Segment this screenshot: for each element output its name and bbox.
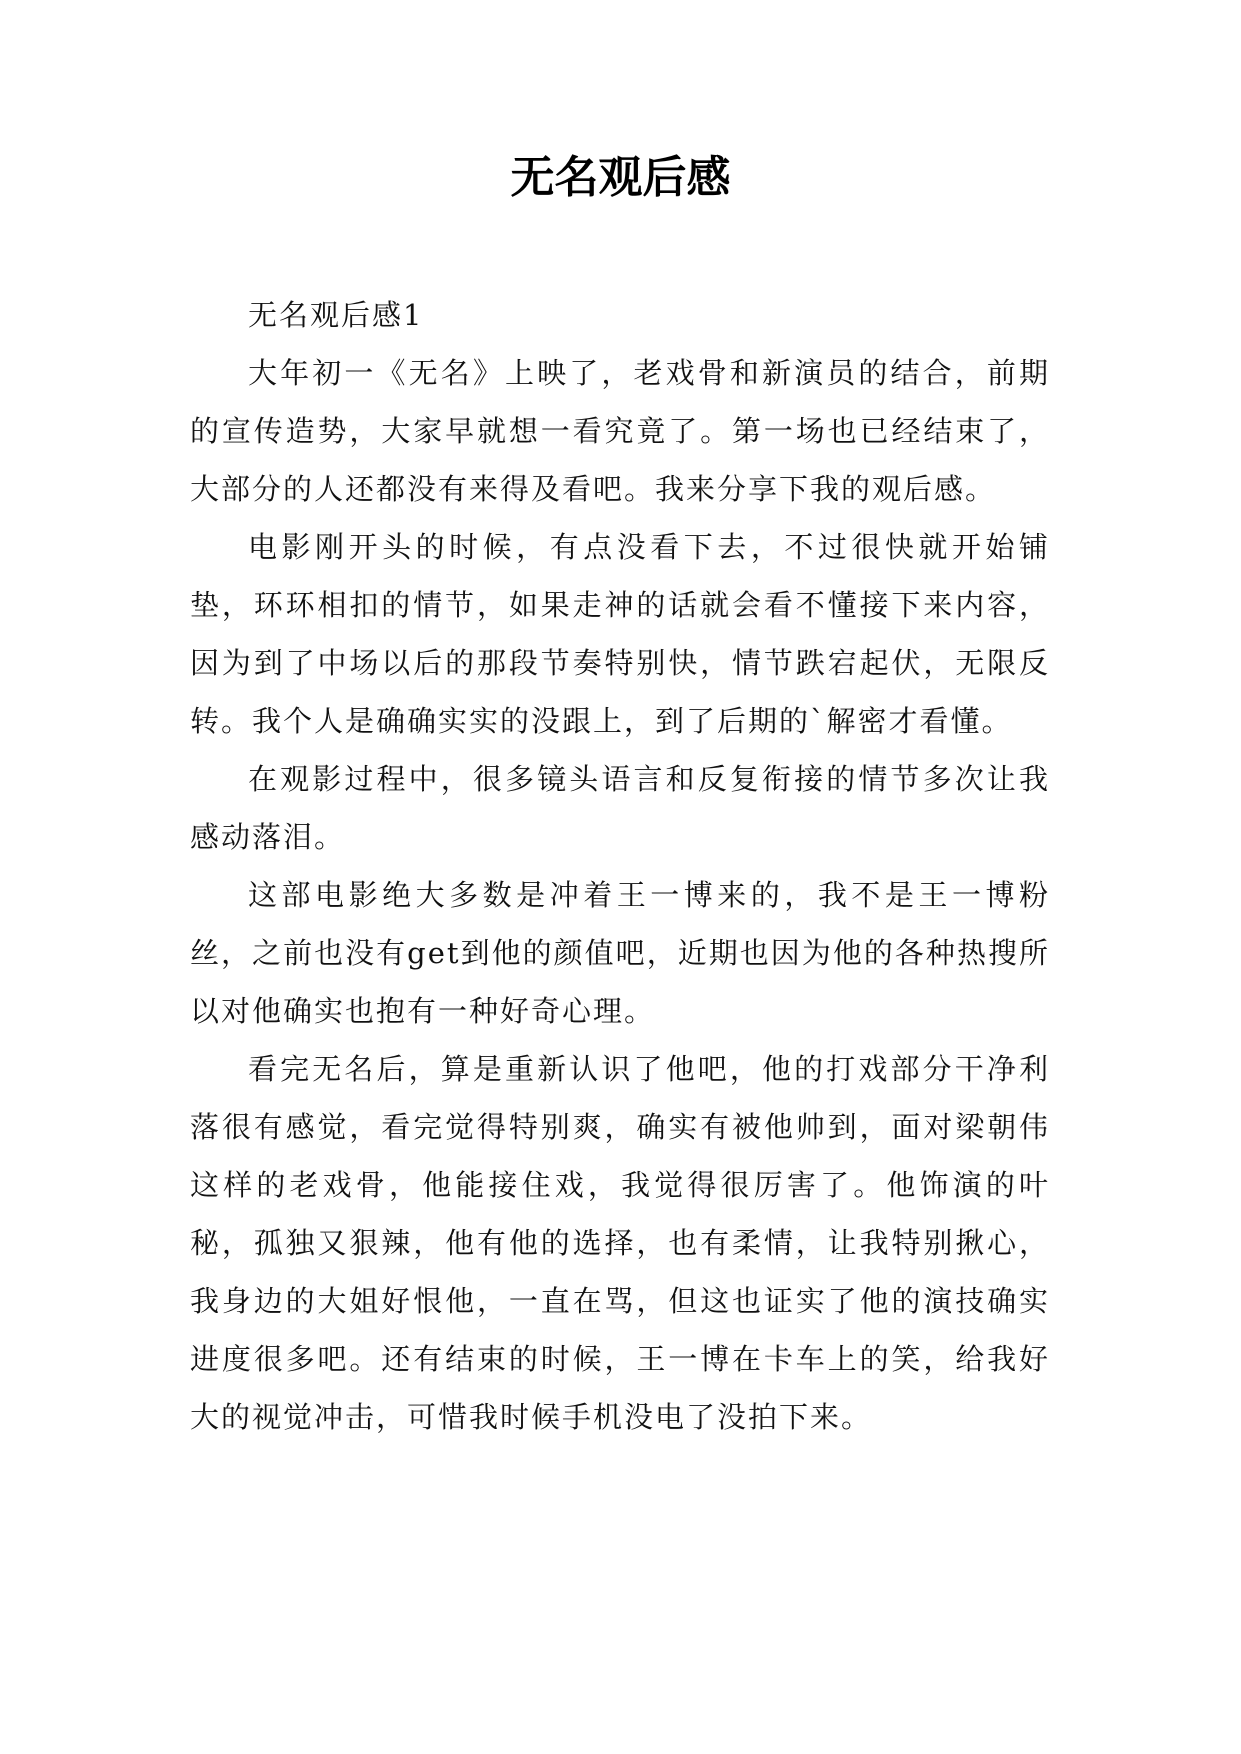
document-title: 无名观后感 bbox=[510, 152, 731, 203]
paragraph-4: 这部电影绝大多数是冲着王一博来的，我不是王一博粉丝，之前也没有get到他的颜值吧，近期也因为他的各种热搜所以对他确实也抱有一种好奇心理。 bbox=[190, 878, 1050, 1028]
section-heading: 无名观后感1 bbox=[248, 298, 424, 332]
paragraph-5: 看完无名后，算是重新认识了他吧，他的打戏部分干净利落很有感觉，看完觉得特别爽，确实有被他帅到，面对梁朝伟这样的老戏骨，他能接住戏，我觉得很厉害了。他饰演的叶秘，孤独又狠辣，他有他的选择，也有柔情，让我特别揪心，我身边的大姐好恨他，一直在骂，但这也证实了他的演技确实进度很多吧。还有结束的时候，王一博在卡车上的笑，给我好大的视觉冲击，可惜我时候手机没电了没拍下来。 bbox=[190, 1052, 1050, 1434]
paragraph-3: 在观影过程中，很多镜头语言和反复衔接的情节多次让我感动落泪。 bbox=[190, 762, 1050, 854]
paragraph-2: 电影刚开头的时候，有点没看下去，不过很快就开始铺垫，环环相扣的情节，如果走神的话就会看不懂接下来内容，因为到了中场以后的那段节奏特别快，情节跌宕起伏，无限反转。我个人是确确实实的没跟上，到了后期的`解密才看懂。 bbox=[190, 530, 1050, 738]
document-body bbox=[190, 286, 1050, 1446]
paragraph-1: 大年初一《无名》上映了，老戏骨和新演员的结合，前期的宣传造势，大家早就想一看究竟了。第一场也已经结束了，大部分的人还都没有来得及看吧。我来分享下我的观后感。 bbox=[190, 356, 1050, 506]
